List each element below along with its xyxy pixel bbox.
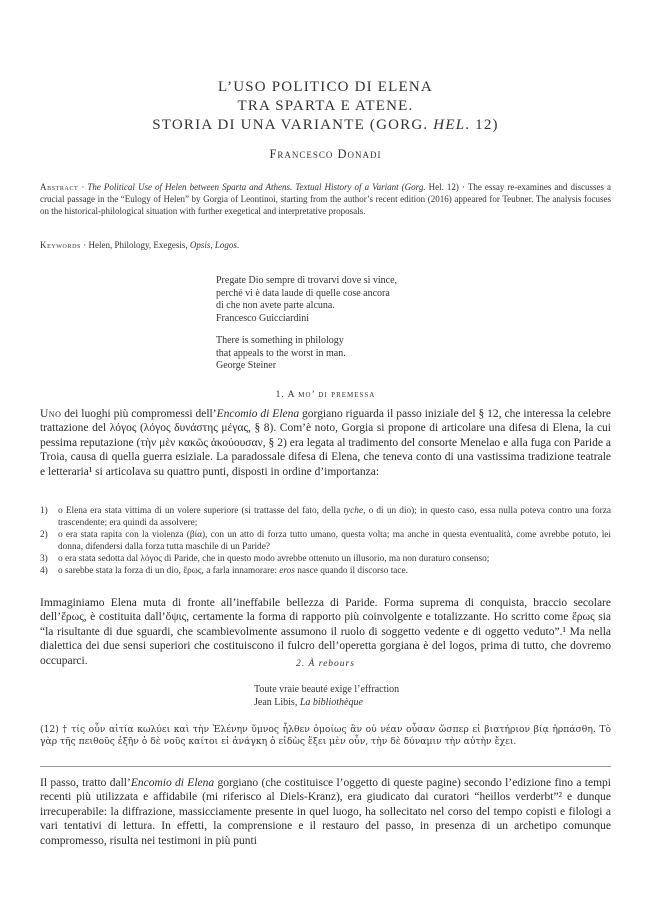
article-title	[40, 78, 611, 135]
list-item: 4) o sarebbe stata la forza di un dio, ἔρως, a farla innamorare: eros nasce quando il discorso tace.	[40, 566, 408, 576]
list-item: 2) o era stata rapita con la violenza (βία), con un atto di forza tutto umano, questa volta; ma anche in questa eventualità, come avrebbe potuto, lei donna, difendersi dalla forza tutta maschile di un Paride?	[40, 530, 611, 552]
title-line-2: TRA SPARTA E ATENE.	[237, 98, 414, 114]
keywords: Keywords · Helen, Philology, Exegesis, Opsis, Logos.	[40, 240, 240, 250]
greek-passage: (12) † τίς οὖν αἰτία κωλύει καὶ τὴν Ἑλένην ὕμνος ἦλθεν ὁμοίως ἂν οὐ νέαν οὖσαν ὥσπερ εἰ βιατήριον βίᾳ ἡρπάσθη. Τὸ γὰρ τῆς πειθοῦς ἐξῆν ὁ δὲ νοῦς καίτοι εἰ ἀνάγκη ὁ εἰδὼς ἕξει μὲν οὖν, τὴν δὲ δύναμιν τὴν αὐτὴν ἔχει.	[40, 724, 611, 748]
epigraph-author: Francesco Guicciardini	[216, 312, 310, 324]
abstract-label: Abstract	[40, 182, 79, 192]
section-heading-2: 2. À rebours	[296, 659, 355, 669]
dropcap: Uno	[40, 408, 62, 420]
paragraph-2: Immaginiamo Elena muta di fronte all’ineffabile bellezza di Paride. Forma suprema di conquista, braccio secolare dell’ἔρως, è costituita dall’ὄψις, certamente la forma di rapporto più coinvolgente e totalizzante. Ho scritto come ἔρως sia “la risultante di due sguardi, che scambievolmente assumono il ruolo di soggetto vedente e di oggetto veduto”.¹ Ma nella dialettica dei due sensi superiori che costituiscono il fulcro dell’operetta gorgiana è del logos, prima di tutto, che dovremo occuparci.	[40, 597, 611, 667]
list-item: 1) o Elena era stata vittima di un volere superiore (si trattasse del fato, della tyche, o di un dio); in questo caso, essa nulla poteva contro una forza trascendente; era quindi da assolvere;	[40, 506, 611, 528]
list-item: 3) o era stata sedotta dal λόγος di Paride, che in questo modo avrebbe ottenuto un illusorio, ma non duraturo consenso;	[40, 554, 490, 564]
epigraph-author: Jean Libis, La bibliothèque	[254, 696, 363, 708]
abstract-title: The Political Use of Helen between Sparta and Athens. Textual History of a Variant (Gorg.	[87, 182, 426, 192]
abstract: Abstract · The Political Use of Helen between Sparta and Athens. Textual History of a Variant (Gorg. Hel. 12) · The essay re-examines and discusses a crucial passage in the “Eulogy of Helen” by Gorgia of Leontinoi, starting from the author’s recent edition (2016) appeared for Teubner. The analysis focuses on the historical-philological situation with further exegetical and interpretative proposals.	[40, 182, 611, 217]
divider	[40, 766, 611, 767]
defense-points-list	[40, 505, 611, 577]
title-line-1: L’USO POLITICO DI ELENA	[218, 79, 433, 95]
section-heading-1: 1. A mo’ di premessa	[275, 390, 376, 400]
epigraph-author: George Steiner	[216, 360, 277, 371]
title-line-3: STORIA DI UNA VARIANTE (GORG. HEL. 12)	[152, 117, 499, 133]
epigraph-steiner: There is something in philology that appeals to the worst in man. George Steiner	[216, 335, 516, 373]
paragraph-3: Il passo, tratto dall’Encomio di Elena gorgiano (che costituisce l’oggetto di queste pagine) secondo l’edizione fino a tempi recenti più utilizzata e affidabile (mi riferisco al Diels-Kranz), era giudicato dai curatori “heillos verderbt”² e dunque irrecuperabile: la diffrazione, massicciamente presente in quel luogo, ha sollecitato nel corso del tempo copisti e filologi a vari tentativi di lettura. In effetti, la comprensione e il restauro del passo, in presenza di un archetipo comunque compromesso, risulta nei testimoni in più punti	[40, 777, 611, 847]
author-name: Francesco Donadi	[269, 147, 382, 161]
paragraph-1: Uno dei luoghi più compromessi dell’Encomio di Elena gorgiano riguarda il passo iniziale del § 12, che interessa la celebre trattazione del λόγος (λόγος δυνάστης μέγας, § 8). Com’è noto, Gorgia si propone di articolare una difesa di Elena, la cui pessima reputazione (τὴν μὲν κακῶς ἀκούουσαν, § 2) era legata al tradimento del consorte Menelao e alla fuga con Paride a Troia, causa di quella guerra esiziale. La paradossale difesa di Elena, che teneva conto di una vastissima tradizione teatrale e letteraria¹ si articolava su quattro punti, disposti in ordine d’importanza:	[40, 408, 611, 478]
epigraph-libis: Toute vraie beauté exige l’effraction Jean Libis, La bibliothèque	[254, 684, 554, 709]
epigraph-guicciardini: Pregate Dio sempre di trovarvi dove si vince, perché vi è data laude di quelle cose ancora di che non avete parte alcuna. Francesco Guicciardini	[216, 275, 516, 325]
keywords-label: Keywords	[40, 240, 81, 250]
abstract-text: · The essay re-examines and discusses a crucial passage in the “Eulogy of Helen” by Gorgia of Leontinoi, starting from the author’s recent edition (2016) appeared for Teubner. The analysis focuses on the historical-philological situation with further exegetical and interpretative proposals.	[40, 182, 611, 217]
